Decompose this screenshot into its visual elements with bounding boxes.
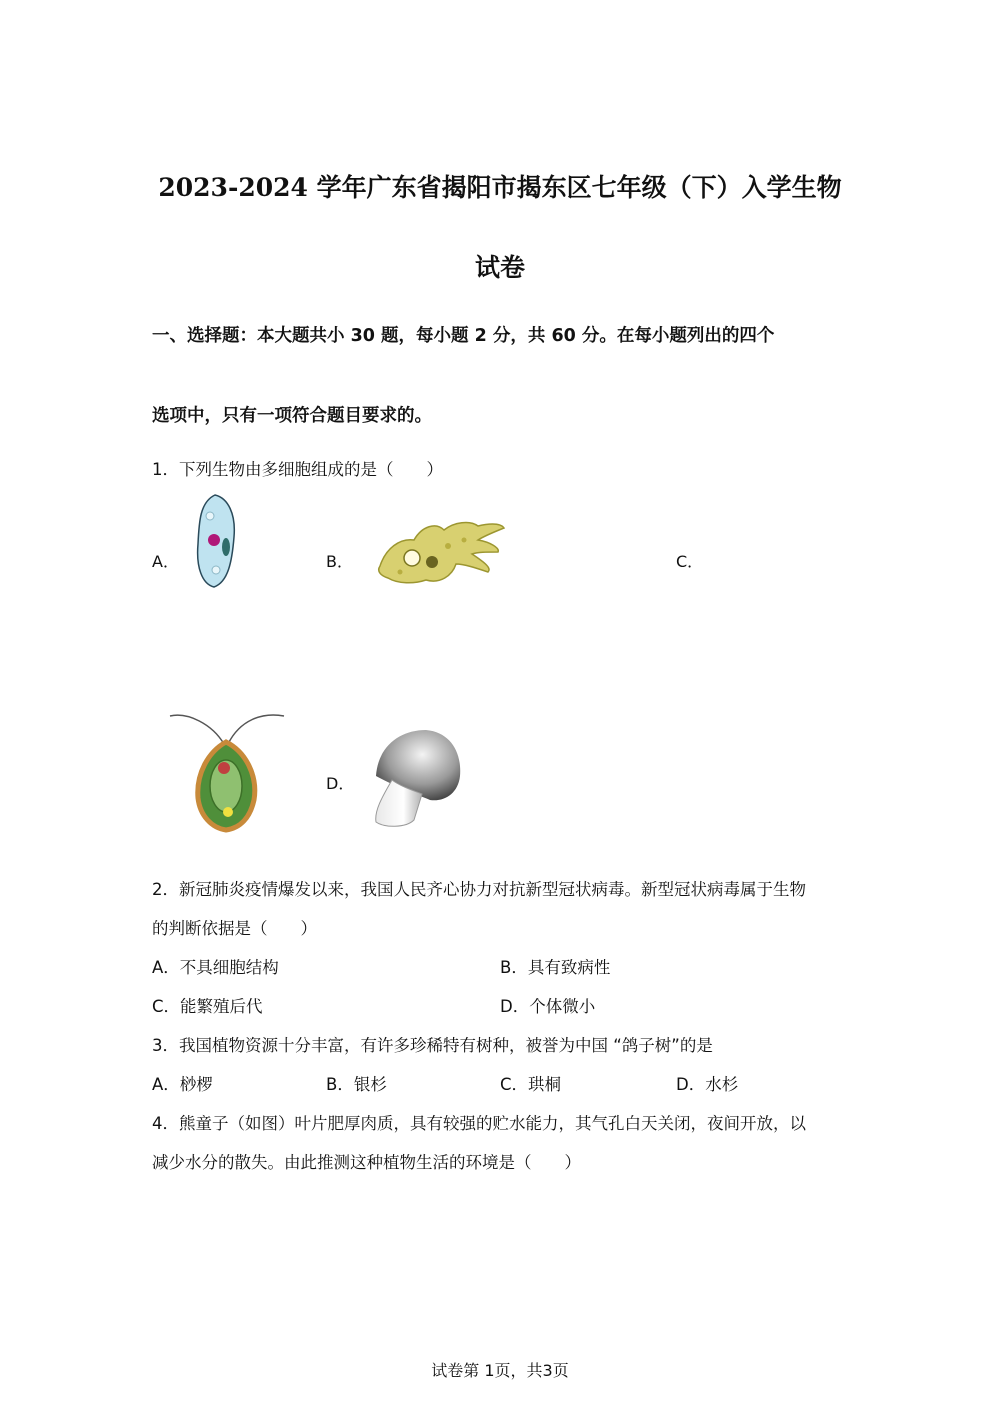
q3-option-b: B．银杉	[326, 1075, 387, 1094]
question-1-stem: 1．下列生物由多细胞组成的是（ ）	[152, 460, 443, 479]
q1-option-a-label: A．	[152, 552, 179, 571]
section-header-line1: 一、选择题：本大题共小 30 题，每小题 2 分，共 60 分。在每小题列出的四个	[152, 326, 775, 346]
question-3-stem: 3．我国植物资源十分丰富，有许多珍稀特有树种，被誉为中国 “鸽子树”的是	[152, 1036, 713, 1055]
q1-option-d-label: D．	[326, 774, 355, 793]
question-4-stem-line1: 4．熊童子（如图）叶片肥厚肉质，具有较强的贮水能力，其气孔白天关闭，夜间开放，以	[152, 1114, 806, 1133]
q3-option-c: C．珙桐	[500, 1075, 562, 1094]
q2-option-a: A．不具细胞结构	[152, 958, 279, 977]
question-2-stem-line2: 的判断依据是（ ）	[152, 919, 317, 938]
exam-title-line2: 试卷	[474, 253, 525, 282]
q2-option-c: C．能繁殖后代	[152, 997, 263, 1016]
q1-option-b-label: B．	[326, 552, 353, 571]
exam-title-line1: 2023-2024 学年广东省揭阳市揭东区七年级（下）入学生物	[158, 173, 842, 202]
question-4-stem-line2: 减少水分的散失。由此推测这种植物生活的环境是（ ）	[152, 1153, 581, 1172]
q2-option-b: B．具有致病性	[500, 958, 611, 977]
amoeba-image	[374, 518, 506, 588]
euglena-image	[166, 706, 286, 834]
paramecium-image	[190, 492, 240, 590]
page-footer: 试卷第 1页，共3页	[431, 1361, 569, 1380]
question-2-stem-line1: 2．新冠肺炎疫情爆发以来，我国人民齐心协力对抗新型冠状病毒。新型冠状病毒属于生物	[152, 880, 806, 899]
q1-option-c-label: C．	[676, 552, 704, 571]
mushroom-image	[370, 726, 464, 830]
q2-option-d: D．个体微小	[500, 997, 596, 1016]
q3-option-a: A．桫椤	[152, 1075, 213, 1094]
section-header-line2: 选项中，只有一项符合题目要求的。	[152, 406, 432, 426]
q3-option-d: D．水杉	[676, 1075, 739, 1094]
